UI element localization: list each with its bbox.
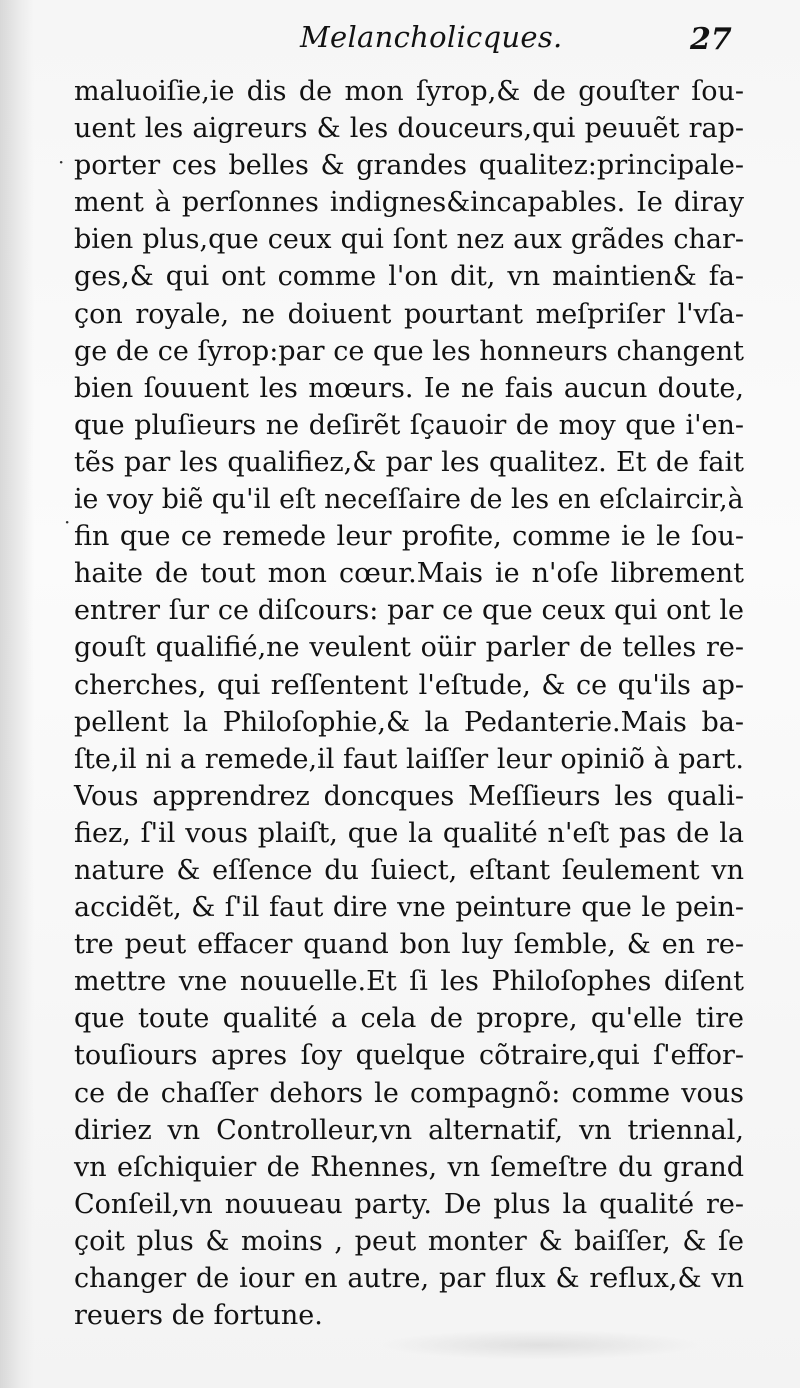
text-line: cherches, qui reſſentent l'eſtude, & ce qu'ils ap- [74, 669, 744, 701]
text-line: tẽs par les qualifiez,& par les qualitez. Et de fait [74, 446, 744, 478]
margin-mark: · [58, 150, 65, 174]
margin-mark: · [64, 510, 71, 534]
text-line: fin que ce remede leur profite, comme ie le ſou- [74, 521, 744, 553]
text-line: Vous apprendrez doncques Meſſieurs les quali- [74, 780, 744, 812]
text-line: vn eſchiquier de Rhennes, vn ſemeſtre du grand [74, 1151, 744, 1183]
text-line: çoit plus & moins , peut monter & baiſſer, & ſe [74, 1225, 744, 1257]
text-line: touſiours apres ſoy quelque cõtraire,qui ſ'effor- [74, 1040, 744, 1072]
paper-stain [380, 1330, 700, 1360]
text-line: que toute qualité a cela de propre, qu'elle tire [74, 1003, 744, 1035]
text-line: ie voy biẽ qu'il eſt neceſſaire de les en eſclaircir,à [74, 484, 744, 516]
text-line: haite de tout mon cœur.Mais ie n'oſe librement [74, 558, 744, 590]
running-title: Melancholicques. [300, 20, 563, 54]
text-line: mettre vne nouuelle.Et ſi les Philoſophes diſent [74, 966, 744, 998]
text-line: pellent la Philoſophie,& la Pedanterie.Mais ba- [74, 706, 744, 738]
text-line: çon royale, ne doiuent pourtant meſpriſer l'vſa- [74, 298, 744, 330]
body-text [74, 73, 744, 1334]
text-line: changer de iour en autre, par flux & reflux,& vn [74, 1263, 744, 1294]
text-line: ment à perſonnes indignes&incapables. Ie diray [74, 187, 744, 219]
text-line: gouſt qualifié,ne veulent oüir parler de telles re- [74, 632, 744, 664]
text-line: ge de ce ſyrop:par ce que les honneurs changent [74, 335, 744, 367]
text-line: diriez vn Controlleur,vn alternatif, vn triennal, [74, 1114, 744, 1146]
text-line: ges,& qui ont comme l'on dit, vn maintien& fa- [74, 261, 744, 293]
text-line: maluoiſie,ie dis de mon ſyrop,& de gouſter ſou- [74, 76, 744, 107]
text-line: bien ſouuent les mœurs. Ie ne fais aucun doute, [74, 372, 744, 404]
page-number: 27 [690, 22, 732, 57]
text-line: que pluſieurs ne deſirẽt ſçauoir de moy que i'en- [74, 409, 744, 441]
text-line: nature & eſſence du ſuiect, eſtant ſeulement vn [74, 854, 744, 886]
text-line: fiez, ſ'il vous plaiſt, que la qualité n'eſt pas de la [74, 817, 744, 849]
gutter-shadow [0, 0, 34, 1388]
text-line: Conſeil,vn nouueau party. De plus la qualité re- [74, 1188, 744, 1220]
text-line: porter ces belles & grandes qualitez:principale- [74, 150, 744, 182]
text-line: entrer ſur ce diſcours: par ce que ceux qui ont le [74, 595, 744, 627]
text-line: bien plus,que ceux qui ſont nez aux grãdes char- [74, 224, 744, 256]
text-line: ce de chaſſer dehors le compagnõ: comme vous [74, 1077, 744, 1109]
text-line: ſte,il ni a remede,il faut laiſſer leur opiniõ à part. [74, 743, 744, 775]
text-line: reuers de fortune. [74, 1300, 323, 1332]
text-line: tre peut effacer quand bon luy ſemble, & en re- [74, 929, 744, 961]
text-line: uent les aigreurs & les douceurs,qui peuuẽt rap- [74, 113, 744, 145]
text-line: accidẽt, & ſ'il faut dire vne peinture que le pein- [74, 892, 744, 924]
